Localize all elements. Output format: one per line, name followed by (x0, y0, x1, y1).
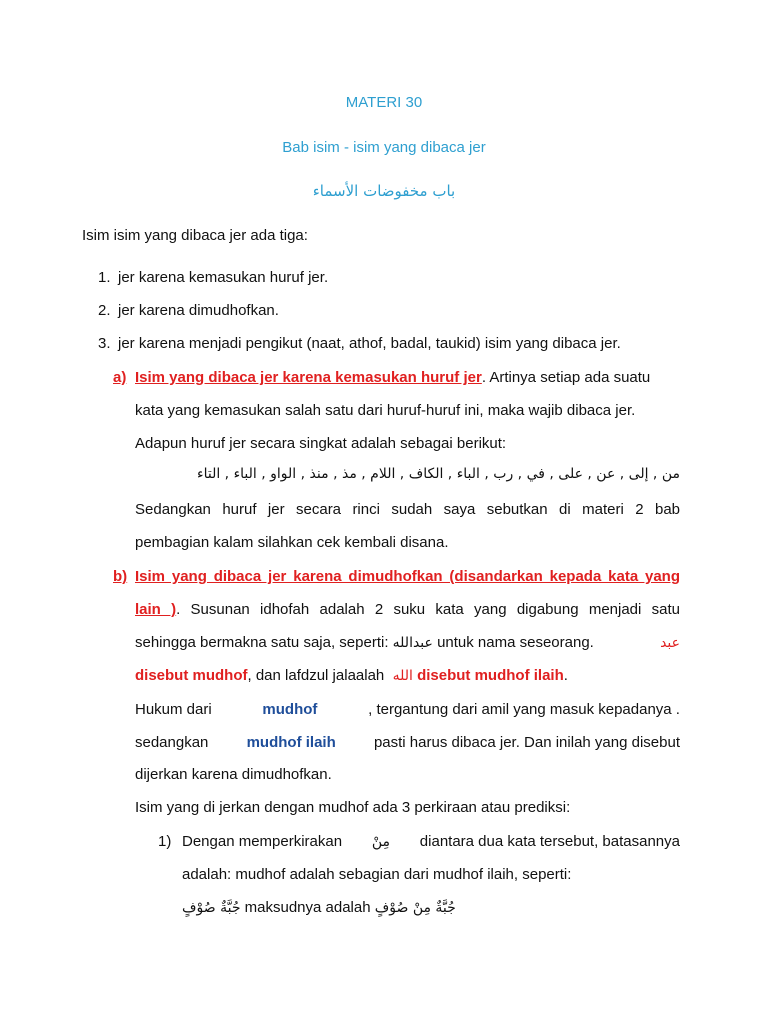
page-title: MATERI 30 (345, 94, 423, 111)
arabic-example: جُبَّةٌ مِنْ صُوْفٍ (374, 900, 456, 916)
sublist-label-a: a) (113, 369, 127, 386)
term-mudhof: mudhof (262, 701, 318, 718)
list-item: jer karena menjadi pengikut (naat, athof, badal, taukid) isim yang dibaca jer. (118, 335, 621, 352)
section-b-heading-end: lain ) (135, 601, 177, 618)
sublist-label-b: b) (113, 568, 128, 585)
list-item: jer karena kemasukan huruf jer. (118, 269, 329, 286)
intro-text: Isim isim yang dibaca jer ada tiga: (82, 227, 308, 244)
section-b-heading: Isim yang dibaca jer karena dimudhofkan (disandarkan kepada kata yang (135, 568, 680, 585)
arabic-example: جُبَّةٌ صُوْفٍ (182, 900, 241, 916)
list-num: 3. (98, 335, 111, 352)
text: diantara dua kata tersebut, batasannya (419, 833, 680, 850)
text: Hukum dari (135, 701, 212, 718)
text: . Susunan idhofah adalah 2 suku kata yang digabung menjadi satu (176, 601, 680, 618)
text: adalah: mudhof adalah sebagian dari mudhof ilaih, seperti: (182, 866, 572, 883)
text: Dengan memperkirakan (182, 833, 343, 850)
text: maksudnya adalah (244, 899, 371, 916)
arabic-word: الله (392, 668, 413, 684)
text: pasti harus dibaca jer. Dan inilah yang disebut (373, 734, 680, 751)
text: . Artinya setiap ada suatu (481, 369, 651, 386)
text: sedangkan (135, 734, 209, 751)
text: disebut mudhof (135, 667, 248, 684)
text: kata yang kemasukan salah satu dari huruf-huruf ini, maka wajib dibaca jer. (135, 402, 636, 419)
arabic-word: عبد (660, 635, 680, 651)
text: dijerkan karena dimudhofkan. (135, 766, 332, 783)
term-mudhof-ilaih: mudhof ilaih (246, 734, 336, 751)
text: . (563, 667, 568, 684)
arabic-title: باب مخفوضات الأسماء (312, 182, 456, 200)
arabic-word: عبدالله (392, 635, 433, 651)
text: disebut mudhof ilaih (417, 667, 564, 684)
text: , tergantung dari amil yang masuk kepadanya . (368, 701, 680, 718)
list-num: 1. (98, 269, 111, 286)
text: sehingga bermakna satu saja, seperti: (135, 634, 389, 651)
text: untuk nama seseorang. (437, 634, 594, 651)
page-subtitle: Bab isim - isim yang dibaca jer (282, 139, 486, 156)
arabic-huruf-jer: من , إلى , عن , على , في , رب , الباء , الكاف , اللام , مذ , منذ , الواو , الباء , التاء (197, 466, 680, 482)
sublist-num: 1) (158, 833, 172, 850)
text: , dan lafdzul jalaalah (247, 667, 385, 684)
arabic-word: مِنْ (371, 834, 391, 850)
text: Sedangkan huruf jer secara rinci sudah saya sebutkan di materi 2 bab (135, 501, 680, 518)
list-item: jer karena dimudhofkan. (118, 302, 279, 319)
list-num: 2. (98, 302, 111, 319)
text: Isim yang di jerkan dengan mudhof ada 3 perkiraan atau prediksi: (135, 799, 571, 816)
text: Adapun huruf jer secara singkat adalah sebagai berikut: (135, 435, 507, 452)
section-a-heading: Isim yang dibaca jer karena kemasukan huruf jer (135, 369, 482, 386)
text: pembagian kalam silahkan cek kembali disana. (135, 534, 449, 551)
